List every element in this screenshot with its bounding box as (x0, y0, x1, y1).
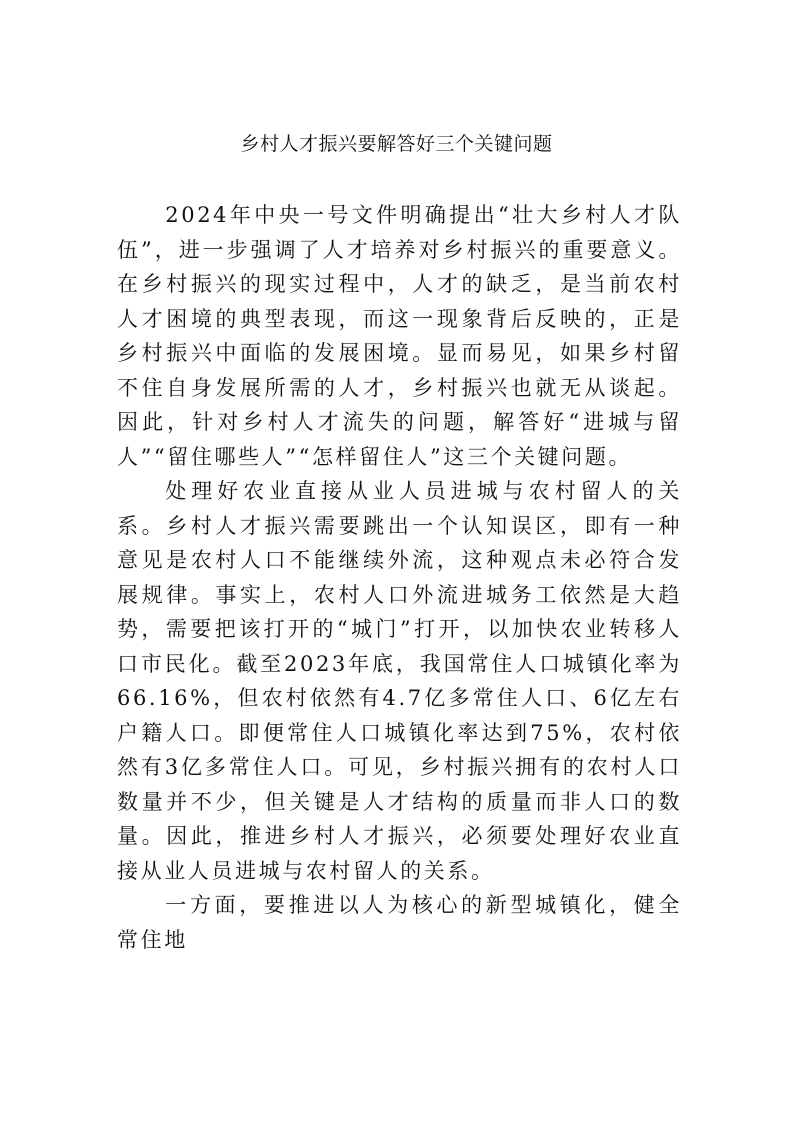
document-body (117, 198, 682, 957)
paragraph-2: 处理好农业直接从业人员进城与农村留人的关系。乡村人才振兴需要跳出一个认知误区，即有一种意见是农村人口不能继续外流，这种观点未必符合发展规律。事实上，农村人口外流进城务工依然是大趋势，需要把该打开的“城门”打开，以加快农业转移人口市民化。截至2023年底，我国常住人口城镇化率为66.16%，但农村依然有4.7亿多常住人口、6亿左右户籍人口。即便常住人口城镇化率达到75%，农村依然有3亿多常住人口。可见，乡村振兴拥有的农村人口数量并不少，但关键是人才结构的质量而非人口的数量。因此，推进乡村人才振兴，必须要处理好农业直接从业人员进城与农村留人的关系。 (117, 479, 682, 883)
paragraph-1: 2024年中央一号文件明确提出“壮大乡村人才队伍”，进一步强调了人才培养对乡村振兴的重要意义。在乡村振兴的现实过程中，人才的缺乏，是当前农村人才困境的典型表现，而这一现象背后反映的，正是乡村振兴中面临的发展困境。显而易见，如果乡村留不住自身发展所需的人才，乡村振兴也就无从谈起。因此，针对乡村人才流失的问题，解答好“进城与留人”“留住哪些人”“怎样留住人”这三个关键问题。 (117, 203, 682, 469)
document-title: 乡村人才振兴要解答好三个关键问题 (240, 133, 553, 155)
paragraph-3: 一方面，要推进以人为核心的新型城镇化，健全常住地 (117, 893, 682, 952)
